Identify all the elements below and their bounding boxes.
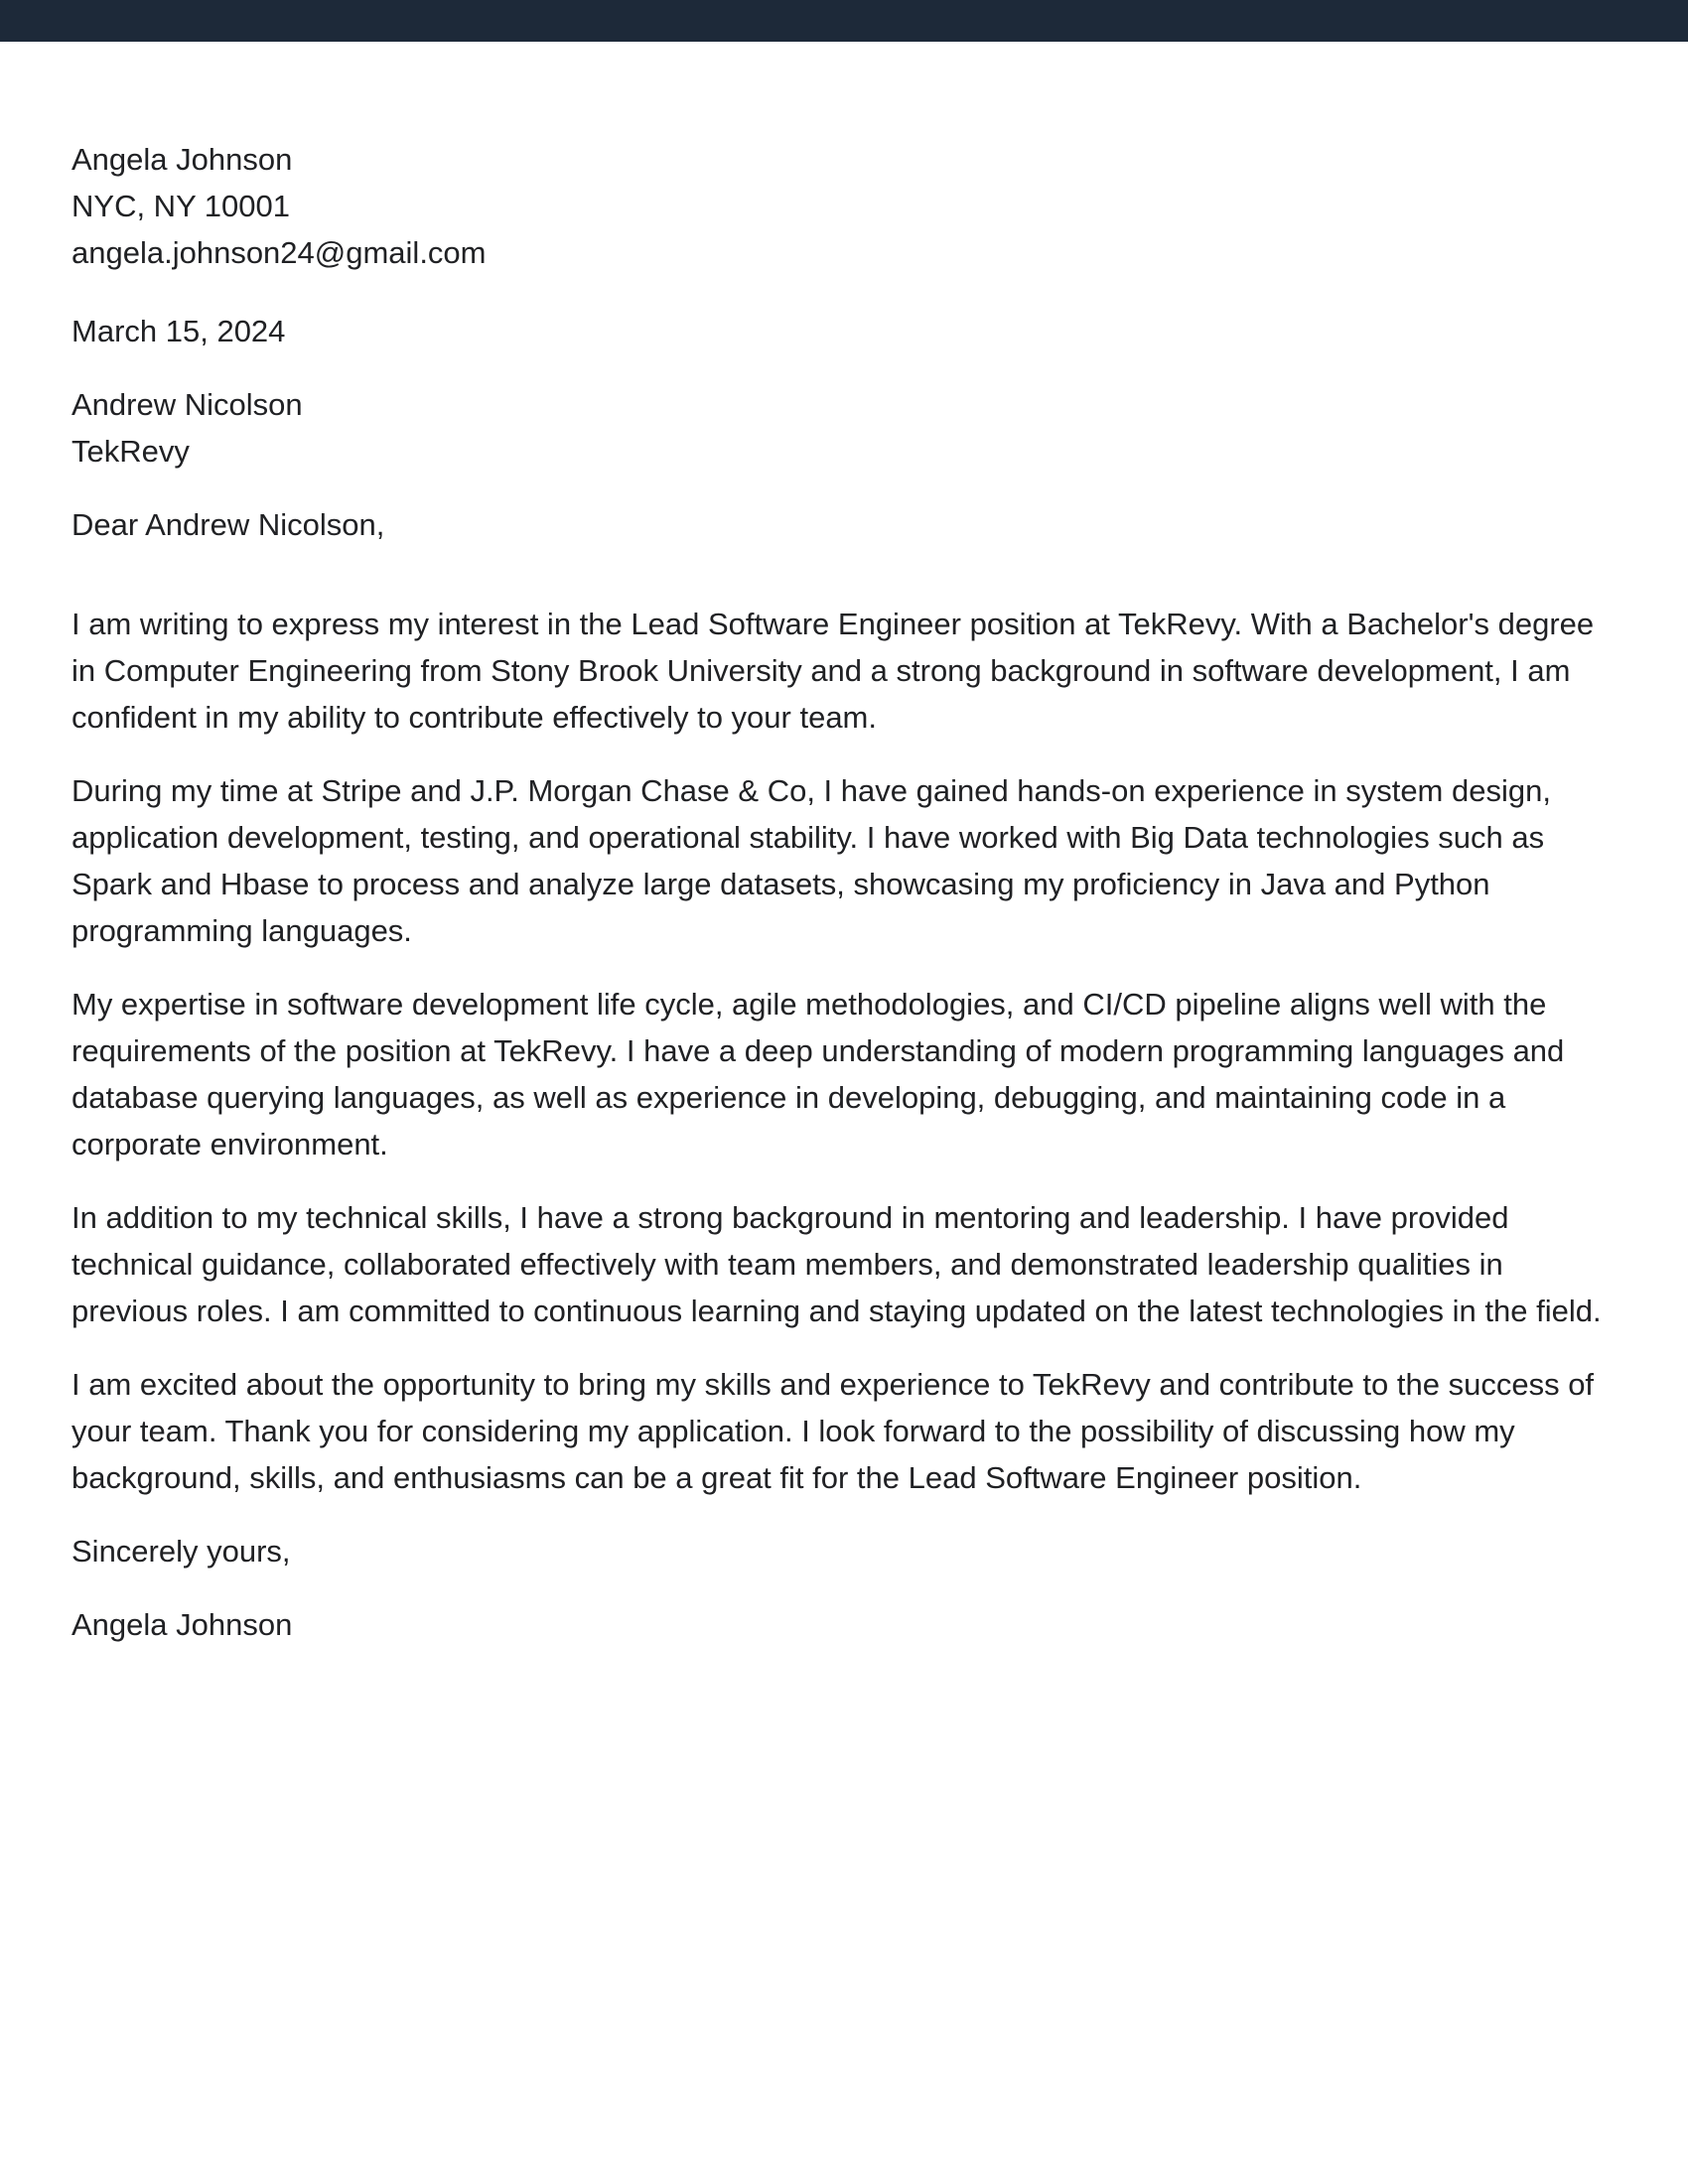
sender-name: Angela Johnson [71, 142, 293, 177]
signature-name: Angela Johnson [71, 1607, 293, 1642]
letter-body [0, 42, 1688, 1648]
body-paragraph: I am excited about the opportunity to bring my skills and experience to TekRevy and contribute to the success of your team. Thank you for considering my application. I look forward to the possibility of discussing how my background, skills, and enthusiasms can be a great fit for the Lead Software Engineer position. [71, 1367, 1595, 1495]
body-paragraph: I am writing to express my interest in the Lead Software Engineer position at TekRevy. With a Bachelor's degree in Computer Engineering from Stony Brook University and a strong background in software development, I am confident in my ability to contribute effectively to your team. [71, 607, 1595, 735]
top-bar [0, 0, 1688, 42]
recipient-block [71, 381, 1617, 475]
greeting: Dear Andrew Nicolson, [71, 507, 385, 542]
body-paragraph: During my time at Stripe and J.P. Morgan Chase & Co, I have gained hands-on experience in system design, application development, testing, and operational stability. I have worked with Big Data technologies such as Spark and Hbase to process and analyze large datasets, showcasing my proficiency in Java and Python programming languages. [71, 773, 1551, 948]
recipient-company: TekRevy [71, 434, 190, 469]
sender-location: NYC, NY 10001 [71, 189, 290, 223]
sender-block [71, 136, 1617, 276]
sender-email: angela.johnson24@gmail.com [71, 235, 487, 270]
recipient-name: Andrew Nicolson [71, 387, 303, 422]
body-paragraph: My expertise in software development life cycle, agile methodologies, and CI/CD pipeline aligns well with the requirements of the position at TekRevy. I have a deep understanding of modern programming languages and database querying languages, as well as experience in developing, debugging, and maintaining code in a corporate environment. [71, 987, 1565, 1161]
closing: Sincerely yours, [71, 1534, 291, 1569]
body-paragraph: In addition to my technical skills, I have a strong background in mentoring and leadership. I have provided technical guidance, collaborated effectively with team members, and demonstrated leadership qualities in previous roles. I am committed to continuous learning and staying updated on the latest technologies in the field. [71, 1200, 1602, 1328]
letter-date: March 15, 2024 [71, 314, 286, 348]
